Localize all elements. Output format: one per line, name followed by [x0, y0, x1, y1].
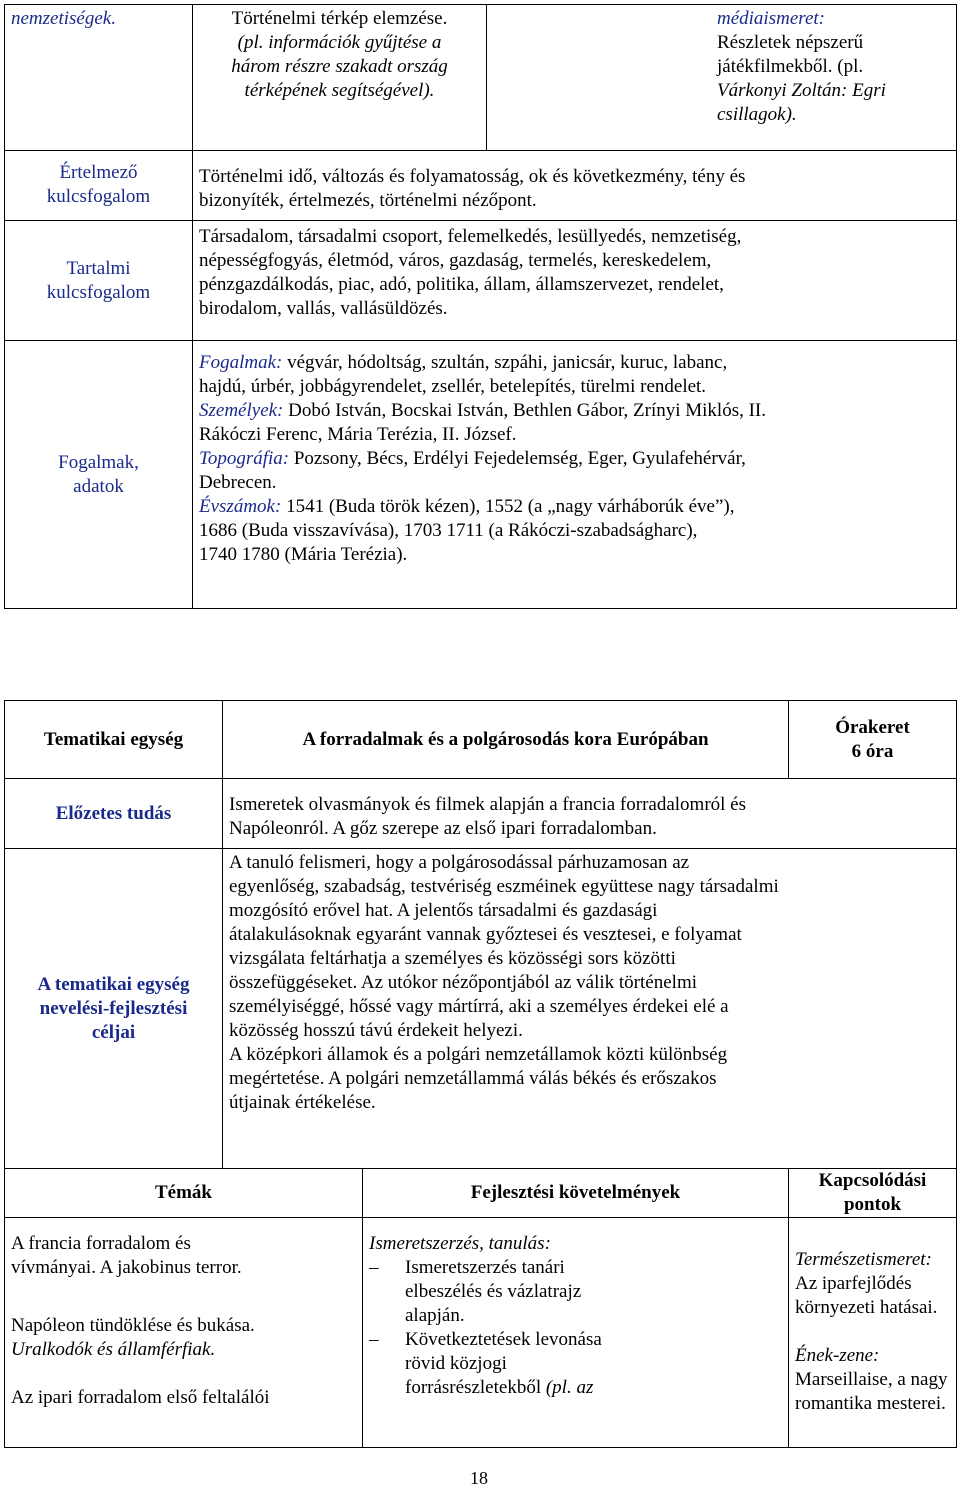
text-line: elbeszélés és vázlatrajz — [405, 1281, 582, 1302]
text-line: A francia forradalom és — [11, 1233, 191, 1254]
text-line: Rákóczi Ferenc, Mária Terézia, II. József. — [199, 424, 517, 445]
text-line: Pozsony, Bécs, Erdélyi Fejedelemség, Eger, Gyulafehérvár, — [289, 448, 746, 469]
text-line: Ismeretszerzés tanári — [405, 1257, 565, 1278]
text-line: 6 óra — [851, 740, 894, 762]
text-line: adatok — [73, 475, 124, 497]
text-line: A középkori államok és a polgári nemzetállamok közti különbség — [229, 1044, 728, 1065]
text-line: Történelmi idő, változás és folyamatosság, ok és következmény, tény és — [199, 166, 746, 187]
text-line: 1740 1780 (Mária Terézia). — [199, 544, 408, 565]
text-line: Várkonyi Zoltán: Egri — [717, 80, 886, 101]
text-line: Ismeretek olvasmányok és filmek alapján a francia forradalomról és — [229, 794, 747, 815]
unit-hours — [789, 701, 957, 779]
list-item — [369, 1256, 782, 1328]
page-number: 18 — [470, 1468, 488, 1488]
text-line: Tematikai egység — [43, 728, 184, 750]
links-label: Természetismeret: — [795, 1249, 932, 1270]
text-line: vívmányai. A jakobinus terror. — [11, 1257, 242, 1278]
unit-title — [223, 701, 789, 779]
text-line: Órakeret — [835, 716, 910, 738]
topografia-label: Topográfia: — [199, 448, 290, 469]
dash-bullet: – — [369, 1257, 379, 1278]
text-line: romantika mesterei. — [795, 1393, 946, 1414]
text-line: kulcsfogalom — [46, 282, 151, 303]
label-content — [5, 221, 193, 341]
unit-header-label — [5, 701, 223, 779]
text-line: személyiséggé, hőssé vagy mártírrá, aki a személyes érdekei elé a — [229, 996, 729, 1017]
dash-bullet: – — [369, 1329, 379, 1350]
text-line: mozgósító erővel hat. A jelentős társadalmi és gazdasági — [229, 900, 658, 921]
text-line: Társadalom, társadalmi csoport, felemelkedés, lesüllyedés, nemzetiség, — [199, 226, 742, 247]
requirements-cell — [363, 1218, 789, 1448]
text-line: Értelmező — [59, 162, 138, 183]
text-line: 1541 (Buda török kézen), 1552 (a „nagy várháborúk éve”), — [281, 496, 735, 517]
cell-content — [193, 221, 957, 341]
text-line: Napóleonról. A gőz szerepe az első ipari forradalomban. — [229, 818, 657, 839]
text-line: (pl. az — [541, 1377, 594, 1398]
label-concepts — [5, 341, 193, 609]
text-line: A forradalmak és a polgárosodás kora Európában — [302, 728, 709, 750]
text-line: A tanuló felismeri, hogy a polgárosodással párhuzamosan az — [229, 852, 690, 873]
text-line: játékfilmekből. (pl. — [717, 56, 864, 77]
text-line: Témák — [155, 1182, 212, 1203]
text-line: csillagok). — [717, 104, 797, 125]
text-line: útjainak értékelése. — [229, 1092, 376, 1113]
text-line: Következtetések levonása — [405, 1329, 602, 1350]
text-line: 1686 (Buda visszavívása), 1703 1711 (a Rákóczi-szabadságharc), — [199, 520, 698, 541]
text-line: Előzetes tudás — [55, 802, 172, 824]
text-line: (pl. információk gyűjtése a — [237, 32, 442, 53]
prior-label — [5, 779, 223, 849]
cell-concepts — [193, 341, 957, 609]
text-line: Az ipari forradalom első feltalálói — [11, 1387, 270, 1408]
col-header-topics — [5, 1169, 363, 1218]
text-line: Tartalmi — [66, 258, 131, 279]
text-line: közösség hosszú távú érdekeit helyezi. — [229, 1020, 523, 1041]
text-line: nevelési-fejlesztési — [39, 997, 188, 1019]
text-line: átalakulásoknak egyaránt vannak győztesei és vesztesei, e folyamat — [229, 924, 742, 945]
cell-media — [487, 5, 957, 151]
prior-text — [223, 779, 957, 849]
goals-text — [223, 849, 957, 1169]
text-line: A tematikai egység — [37, 973, 190, 995]
text-line: Történelmi térkép elemzése. — [231, 8, 448, 29]
cell-interpretive — [193, 151, 957, 221]
text-line: Részletek népszerű — [717, 32, 864, 53]
text-nemzetisegek: nemzetiségek. — [11, 8, 116, 29]
text-line: népességfogyás, életmód, város, gazdaság, termelés, kereskedelem, — [199, 250, 712, 271]
szemelyek-label: Személyek: — [199, 400, 284, 421]
text-line: forrásrészletekből — [405, 1377, 542, 1398]
goals-label — [5, 849, 223, 1169]
links-label: Ének-zene: — [795, 1345, 880, 1366]
text-line: összefüggéseket. Az utókor nézőpontjából az válik történelmi — [229, 972, 697, 993]
text-line: bizonyíték, értelmezés, történelmi nézőpont. — [199, 190, 537, 211]
text-line: vizsgálata feltárhatja a személyes és közösségi sors közötti — [229, 948, 676, 969]
text-line: Fejlesztési követelmények — [470, 1182, 681, 1203]
top-table — [4, 4, 957, 609]
text-line: térképének segítségével). — [244, 80, 435, 101]
text-line: kulcsfogalom — [46, 186, 151, 207]
col-header-links — [789, 1169, 957, 1218]
text-line: Az iparfejlődés — [795, 1273, 912, 1294]
text-line: környezeti hatásai. — [795, 1297, 938, 1318]
text-line: Uralkodók és államférfiak. — [11, 1339, 216, 1360]
text-line: Dobó István, Bocskai István, Bethlen Gábor, Zrínyi Miklós, II. — [283, 400, 766, 421]
text-line: Fogalmak, — [58, 451, 139, 473]
text-line: pénzgazdálkodás, piac, adó, politika, állam, államszervezet, rendelet, — [199, 274, 724, 295]
label-interpretive — [5, 151, 193, 221]
fogalmak-label: Fogalmak: — [199, 352, 283, 373]
links-cell — [789, 1218, 957, 1448]
evszamok-label: Évszámok: — [199, 496, 282, 517]
text-line: rövid közjogi — [405, 1353, 507, 1374]
text-line: Kapcsolódási pontok — [818, 1170, 927, 1215]
text-line: három részre szakadt ország — [231, 56, 448, 77]
topics-cell — [5, 1218, 363, 1448]
text-line: megértetése. A polgári nemzetállammá válás békés és erőszakos — [229, 1068, 717, 1089]
text-line: hajdú, úrbér, jobbágyrendelet, zsellér, betelepítés, türelmi rendelet. — [199, 376, 707, 397]
text-line: céljai — [91, 1021, 136, 1043]
cell-map-analysis — [193, 5, 487, 151]
text-line: Debrecen. — [199, 472, 277, 493]
text-line: Marseillaise, a nagy — [795, 1369, 948, 1390]
text-line: végvár, hódoltság, szultán, szpáhi, janicsár, kuruc, labanc, — [282, 352, 728, 373]
unit-table — [4, 700, 957, 1448]
requirements-label: Ismeretszerzés, tanulás: — [369, 1233, 551, 1254]
list-item — [369, 1328, 782, 1400]
col-header-requirements — [363, 1169, 789, 1218]
text-line: Napóleon tündöklése és bukása. — [11, 1315, 255, 1336]
media-label: médiaismeret: — [717, 8, 825, 29]
text-line: alapján. — [405, 1305, 465, 1326]
text-line: birodalom, vallás, vallásüldözés. — [199, 298, 448, 319]
text-line: egyenlőség, szabadság, testvériség eszméinek együttese nagy társadalmi — [229, 876, 779, 897]
cell-nemzetisegek — [5, 5, 193, 151]
